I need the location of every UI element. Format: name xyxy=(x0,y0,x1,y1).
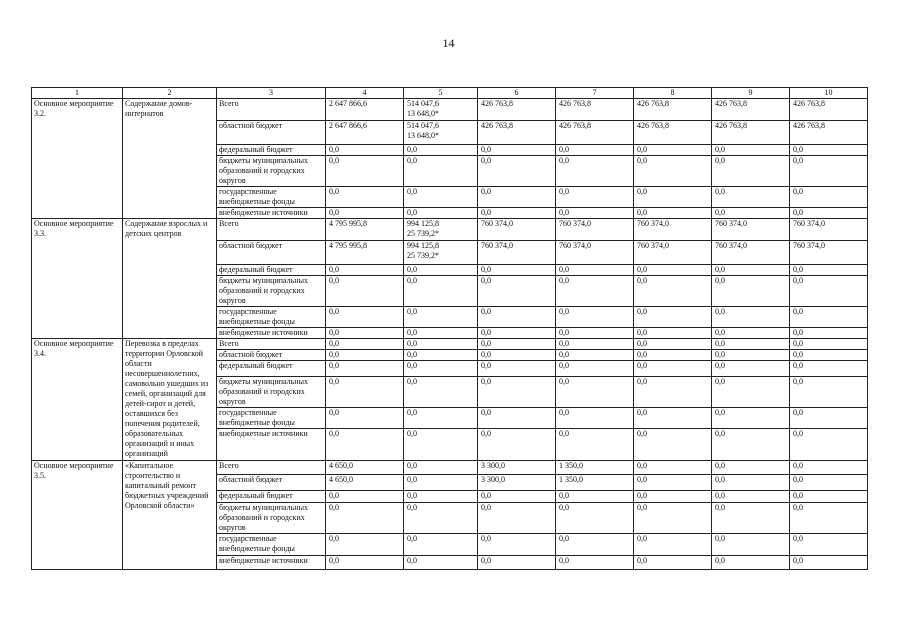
amount-cell: 0,0 xyxy=(634,408,712,429)
amount-cell: 760 374,0 xyxy=(712,219,790,241)
amount-cell: 760 374,0 xyxy=(478,219,556,241)
amount-cell: 0,0 xyxy=(556,534,634,556)
amount-cell: 0,0 xyxy=(556,156,634,187)
table-row xyxy=(32,339,868,350)
amount-cell: 0,0 xyxy=(556,328,634,339)
table-body xyxy=(32,88,868,570)
amount-cell: 426 763,8 xyxy=(712,99,790,121)
amount-cell: 426 763,8 xyxy=(478,99,556,121)
funding-source: внебюджетные источники xyxy=(217,556,326,570)
amount-cell: 2 647 866,6 xyxy=(326,99,404,121)
amount-cell: 0,0 xyxy=(556,187,634,208)
amount-cell: 426 763,8 xyxy=(556,99,634,121)
funding-source: Всего xyxy=(217,99,326,121)
amount-cell: 426 763,8 xyxy=(556,121,634,145)
amount-cell: 0,0 xyxy=(478,328,556,339)
amount-cell: 0,0 xyxy=(326,156,404,187)
header-cell: 4 xyxy=(326,88,404,99)
budget-table xyxy=(31,87,868,570)
amount-cell: 0,0 xyxy=(634,307,712,328)
amount-cell: 0,0 xyxy=(790,339,868,350)
amount-cell: 0,0 xyxy=(326,377,404,408)
amount-cell: 0,0 xyxy=(404,429,478,461)
header-cell: 8 xyxy=(634,88,712,99)
amount-cell: 0,0 xyxy=(712,276,790,307)
amount-cell: 0,0 xyxy=(556,491,634,503)
amount-cell: 0,0 xyxy=(326,339,404,350)
amount-cell: 994 125,8 25 739,2* xyxy=(404,241,478,265)
amount-cell: 2 647 866,6 xyxy=(326,121,404,145)
amount-cell: 3 300,0 xyxy=(478,461,556,475)
funding-source: Всего xyxy=(217,219,326,241)
amount-cell: 0,0 xyxy=(712,350,790,361)
amount-cell: 0,0 xyxy=(556,556,634,570)
amount-cell: 0,0 xyxy=(790,187,868,208)
amount-cell: 0,0 xyxy=(404,534,478,556)
activity-name: Основное мероприятие 3.2. xyxy=(32,99,123,219)
header-cell: 3 xyxy=(217,88,326,99)
amount-cell: 0,0 xyxy=(712,208,790,219)
amount-cell: 0,0 xyxy=(404,156,478,187)
header-cell: 10 xyxy=(790,88,868,99)
amount-cell: 0,0 xyxy=(790,503,868,534)
amount-cell: 514 047,6 13 648,0* xyxy=(404,99,478,121)
amount-cell: 0,0 xyxy=(712,265,790,276)
amount-cell: 0,0 xyxy=(478,145,556,156)
amount-cell: 0,0 xyxy=(712,187,790,208)
header-cell: 5 xyxy=(404,88,478,99)
amount-cell: 0,0 xyxy=(634,350,712,361)
amount-cell: 0,0 xyxy=(404,408,478,429)
header-cell: 2 xyxy=(123,88,217,99)
amount-cell: 0,0 xyxy=(478,187,556,208)
amount-cell: 0,0 xyxy=(478,276,556,307)
header-row xyxy=(32,88,868,99)
amount-cell: 0,0 xyxy=(790,307,868,328)
amount-cell: 0,0 xyxy=(404,350,478,361)
funding-source: внебюджетные источники xyxy=(217,429,326,461)
amount-cell: 0,0 xyxy=(634,534,712,556)
amount-cell: 0,0 xyxy=(478,429,556,461)
amount-cell: 0,0 xyxy=(556,503,634,534)
amount-cell: 0,0 xyxy=(634,429,712,461)
amount-cell: 0,0 xyxy=(790,408,868,429)
amount-cell: 426 763,8 xyxy=(634,121,712,145)
activity-name: Основное мероприятие 3.3. xyxy=(32,219,123,339)
amount-cell: 0,0 xyxy=(326,408,404,429)
funding-source: областной бюджет xyxy=(217,121,326,145)
page-number: 14 xyxy=(442,36,455,50)
amount-cell: 0,0 xyxy=(790,491,868,503)
amount-cell: 0,0 xyxy=(556,145,634,156)
amount-cell: 0,0 xyxy=(326,208,404,219)
amount-cell: 0,0 xyxy=(478,350,556,361)
amount-cell: 0,0 xyxy=(790,156,868,187)
amount-cell: 0,0 xyxy=(404,328,478,339)
amount-cell: 426 763,8 xyxy=(712,121,790,145)
amount-cell: 760 374,0 xyxy=(478,241,556,265)
amount-cell: 0,0 xyxy=(790,461,868,475)
funding-source: государственные внебюджетные фонды xyxy=(217,534,326,556)
amount-cell: 0,0 xyxy=(556,408,634,429)
amount-cell: 0,0 xyxy=(404,475,478,491)
amount-cell: 0,0 xyxy=(404,307,478,328)
funding-source: Всего xyxy=(217,339,326,350)
amount-cell: 0,0 xyxy=(404,208,478,219)
header-cell: 6 xyxy=(478,88,556,99)
amount-cell: 0,0 xyxy=(790,475,868,491)
table-row xyxy=(32,219,868,241)
amount-cell: 0,0 xyxy=(326,534,404,556)
amount-cell: 0,0 xyxy=(556,429,634,461)
table-row xyxy=(32,461,868,475)
activity-description: Перевозка в пределах территории Орловской области несовершеннолетних, самовольно ушедших из семей, организаций для детей-сирот и детей, оставшихся без попечения родителей, образовательных организаций и иных организаций xyxy=(123,339,217,461)
amount-cell: 0,0 xyxy=(478,265,556,276)
amount-cell: 0,0 xyxy=(634,491,712,503)
amount-cell: 0,0 xyxy=(712,429,790,461)
amount-cell: 0,0 xyxy=(404,461,478,475)
amount-cell: 0,0 xyxy=(478,491,556,503)
amount-cell: 0,0 xyxy=(790,361,868,377)
amount-cell: 0,0 xyxy=(712,503,790,534)
amount-cell: 0,0 xyxy=(326,307,404,328)
amount-cell: 0,0 xyxy=(790,328,868,339)
amount-cell: 0,0 xyxy=(326,145,404,156)
amount-cell: 0,0 xyxy=(326,328,404,339)
funding-source: бюджеты муниципальных образований и городских округов xyxy=(217,276,326,307)
amount-cell: 0,0 xyxy=(478,307,556,328)
amount-cell: 0,0 xyxy=(556,339,634,350)
amount-cell: 0,0 xyxy=(326,276,404,307)
funding-source: федеральный бюджет xyxy=(217,491,326,503)
amount-cell: 0,0 xyxy=(326,361,404,377)
amount-cell: 994 125,8 25 739,2* xyxy=(404,219,478,241)
amount-cell: 0,0 xyxy=(712,461,790,475)
amount-cell: 426 763,8 xyxy=(790,99,868,121)
amount-cell: 0,0 xyxy=(712,408,790,429)
amount-cell: 0,0 xyxy=(404,556,478,570)
amount-cell: 760 374,0 xyxy=(634,241,712,265)
funding-source: государственные внебюджетные фонды xyxy=(217,408,326,429)
amount-cell: 4 650,0 xyxy=(326,475,404,491)
amount-cell: 0,0 xyxy=(556,208,634,219)
amount-cell: 0,0 xyxy=(712,534,790,556)
header-cell: 7 xyxy=(556,88,634,99)
funding-source: федеральный бюджет xyxy=(217,265,326,276)
amount-cell: 0,0 xyxy=(326,429,404,461)
amount-cell: 0,0 xyxy=(634,339,712,350)
funding-source: областной бюджет xyxy=(217,475,326,491)
funding-source: бюджеты муниципальных образований и городских округов xyxy=(217,503,326,534)
funding-source: внебюджетные источники xyxy=(217,328,326,339)
amount-cell: 0,0 xyxy=(478,534,556,556)
amount-cell: 0,0 xyxy=(790,208,868,219)
amount-cell: 0,0 xyxy=(634,475,712,491)
table-row xyxy=(32,99,868,121)
amount-cell: 0,0 xyxy=(790,145,868,156)
amount-cell: 1 350,0 xyxy=(556,461,634,475)
amount-cell: 4 795 995,8 xyxy=(326,219,404,241)
amount-cell: 0,0 xyxy=(326,491,404,503)
amount-cell: 0,0 xyxy=(556,307,634,328)
amount-cell: 0,0 xyxy=(478,377,556,408)
amount-cell: 0,0 xyxy=(556,265,634,276)
amount-cell: 0,0 xyxy=(326,350,404,361)
activity-name: Основное мероприятие 3.4. xyxy=(32,339,123,461)
amount-cell: 0,0 xyxy=(478,556,556,570)
amount-cell: 0,0 xyxy=(634,265,712,276)
amount-cell: 0,0 xyxy=(712,339,790,350)
amount-cell: 0,0 xyxy=(404,265,478,276)
amount-cell: 0,0 xyxy=(634,361,712,377)
amount-cell: 0,0 xyxy=(404,339,478,350)
amount-cell: 0,0 xyxy=(478,339,556,350)
amount-cell: 0,0 xyxy=(404,145,478,156)
amount-cell: 0,0 xyxy=(634,503,712,534)
amount-cell: 0,0 xyxy=(634,328,712,339)
amount-cell: 0,0 xyxy=(556,361,634,377)
funding-source: бюджеты муниципальных образований и городских округов xyxy=(217,156,326,187)
amount-cell: 0,0 xyxy=(712,475,790,491)
amount-cell: 0,0 xyxy=(404,503,478,534)
amount-cell: 0,0 xyxy=(790,429,868,461)
amount-cell: 0,0 xyxy=(634,377,712,408)
amount-cell: 3 300,0 xyxy=(478,475,556,491)
amount-cell: 0,0 xyxy=(478,503,556,534)
amount-cell: 0,0 xyxy=(634,145,712,156)
amount-cell: 0,0 xyxy=(790,377,868,408)
header-cell: 9 xyxy=(712,88,790,99)
activity-description: Содержание взрослых и детских центров xyxy=(123,219,217,339)
amount-cell: 0,0 xyxy=(790,265,868,276)
amount-cell: 4 650,0 xyxy=(326,461,404,475)
header-cell: 1 xyxy=(32,88,123,99)
amount-cell: 0,0 xyxy=(712,491,790,503)
funding-source: областной бюджет xyxy=(217,241,326,265)
amount-cell: 0,0 xyxy=(404,276,478,307)
activity-description: Содержание домов-интернатов xyxy=(123,99,217,219)
amount-cell: 0,0 xyxy=(404,361,478,377)
amount-cell: 0,0 xyxy=(326,503,404,534)
amount-cell: 0,0 xyxy=(634,208,712,219)
amount-cell: 0,0 xyxy=(478,156,556,187)
amount-cell: 0,0 xyxy=(326,556,404,570)
funding-source: Всего xyxy=(217,461,326,475)
funding-source: внебюджетные источники xyxy=(217,208,326,219)
amount-cell: 0,0 xyxy=(790,534,868,556)
amount-cell: 0,0 xyxy=(478,408,556,429)
amount-cell: 760 374,0 xyxy=(790,241,868,265)
amount-cell: 0,0 xyxy=(634,276,712,307)
amount-cell: 0,0 xyxy=(404,187,478,208)
amount-cell: 0,0 xyxy=(712,307,790,328)
amount-cell: 0,0 xyxy=(634,156,712,187)
funding-source: федеральный бюджет xyxy=(217,145,326,156)
amount-cell: 0,0 xyxy=(634,461,712,475)
amount-cell: 0,0 xyxy=(556,276,634,307)
amount-cell: 0,0 xyxy=(634,187,712,208)
funding-source: бюджеты муниципальных образований и городских округов xyxy=(217,377,326,408)
activity-description: «Капитальное строительство и капитальный ремонт бюджетных учреждений Орловской области» xyxy=(123,461,217,570)
activity-name: Основное мероприятие 3.5. xyxy=(32,461,123,570)
funding-source: федеральный бюджет xyxy=(217,361,326,377)
amount-cell: 0,0 xyxy=(712,328,790,339)
amount-cell: 760 374,0 xyxy=(556,241,634,265)
amount-cell: 0,0 xyxy=(404,377,478,408)
amount-cell: 0,0 xyxy=(790,556,868,570)
amount-cell: 0,0 xyxy=(404,491,478,503)
amount-cell: 0,0 xyxy=(790,350,868,361)
amount-cell: 0,0 xyxy=(712,361,790,377)
amount-cell: 0,0 xyxy=(712,145,790,156)
amount-cell: 426 763,8 xyxy=(634,99,712,121)
amount-cell: 760 374,0 xyxy=(634,219,712,241)
amount-cell: 0,0 xyxy=(712,377,790,408)
amount-cell: 0,0 xyxy=(634,556,712,570)
amount-cell: 426 763,8 xyxy=(790,121,868,145)
amount-cell: 0,0 xyxy=(478,361,556,377)
amount-cell: 426 763,8 xyxy=(478,121,556,145)
amount-cell: 0,0 xyxy=(556,377,634,408)
amount-cell: 0,0 xyxy=(478,208,556,219)
amount-cell: 0,0 xyxy=(712,156,790,187)
funding-source: областной бюджет xyxy=(217,350,326,361)
amount-cell: 760 374,0 xyxy=(556,219,634,241)
amount-cell: 760 374,0 xyxy=(712,241,790,265)
amount-cell: 0,0 xyxy=(790,276,868,307)
amount-cell: 1 350,0 xyxy=(556,475,634,491)
amount-cell: 4 795 995,8 xyxy=(326,241,404,265)
amount-cell: 0,0 xyxy=(556,350,634,361)
funding-source: государственные внебюджетные фонды xyxy=(217,307,326,328)
amount-cell: 0,0 xyxy=(712,556,790,570)
amount-cell: 514 047,6 13 648,0* xyxy=(404,121,478,145)
funding-source: государственные внебюджетные фонды xyxy=(217,187,326,208)
amount-cell: 0,0 xyxy=(326,265,404,276)
amount-cell: 0,0 xyxy=(326,187,404,208)
amount-cell: 760 374,0 xyxy=(790,219,868,241)
